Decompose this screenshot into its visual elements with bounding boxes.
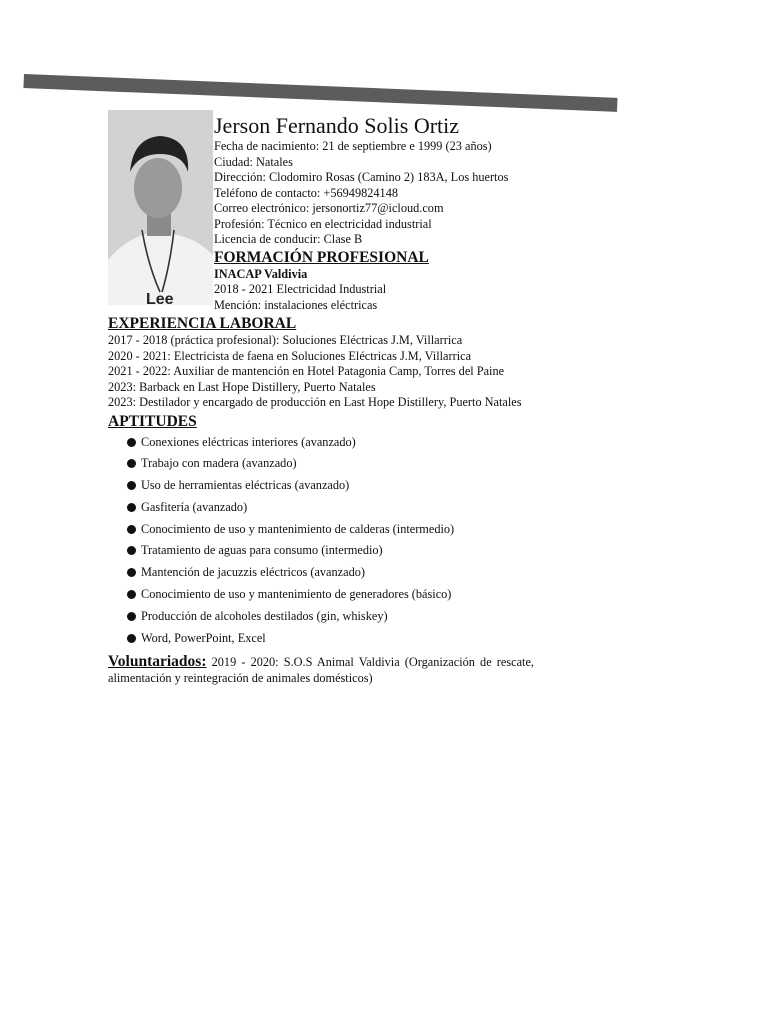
profile-photo [108, 110, 213, 305]
experience-item: 2020 - 2021: Electricista de faena en Soluciones Eléctricas J.M, Villarrica [108, 348, 472, 363]
skill-item [108, 631, 534, 653]
bullet-icon [127, 634, 136, 643]
birth-date: Fecha de nacimiento: 21 de septiembre e 1999 (23 años) [214, 139, 492, 153]
skill-item [108, 478, 534, 500]
experience-heading: EXPERIENCIA LABORAL [108, 315, 297, 332]
profile-photo-illustration [108, 110, 213, 305]
volunteer-text: 2019 - 2020: S.O.S Animal Valdivia (Organización de rescate, alimentación y reintegración de animales domésticos) [108, 655, 534, 686]
skill-item [108, 587, 534, 609]
education-heading: FORMACIÓN PROFESIONAL [214, 248, 429, 266]
email: Correo electrónico: jersonortiz77@icloud.com [214, 201, 444, 215]
skill-label: Tratamiento de aguas para consumo (intermedio) [141, 543, 383, 558]
drivers-license: Licencia de conducir: Clase B [214, 232, 363, 246]
skill-item [108, 609, 534, 631]
skill-item [108, 435, 534, 457]
education-program: 2018 - 2021 Electricidad Industrial [214, 282, 387, 296]
profession: Profesión: Técnico en electricidad industrial [214, 216, 432, 231]
phone: Teléfono de contacto: +56949824148 [214, 185, 398, 200]
svg-text:Lee: Lee [146, 291, 174, 305]
skill-label: Trabajo con madera (avanzado) [141, 456, 297, 471]
education-institution: INACAP Valdivia [214, 266, 308, 281]
address: Dirección: Clodomiro Rosas (Camino 2) 183A, Los huertos [214, 170, 509, 184]
skill-item [108, 565, 534, 587]
experience-item: 2023: Barback en Last Hope Distillery, Puerto Natales [108, 379, 376, 394]
resume-body [108, 314, 534, 686]
volunteer-heading: Voluntariados: [108, 653, 207, 671]
bullet-icon [127, 503, 136, 512]
candidate-name: Jerson Fernando Solis Ortiz [214, 113, 460, 138]
skill-item [108, 500, 534, 522]
bullet-icon [127, 438, 136, 447]
bullet-icon [127, 525, 136, 534]
city: Ciudad: Natales [214, 154, 293, 169]
experience-item: 2017 - 2018 (práctica profesional): Soluciones Eléctricas J.M, Villarrica [108, 333, 463, 347]
skill-label: Mantención de jacuzzis eléctricos (avanzado) [141, 565, 365, 580]
decorative-header-bar [23, 74, 617, 112]
bullet-icon [127, 459, 136, 468]
bullet-icon [127, 481, 136, 490]
skills-list [108, 435, 534, 653]
skill-label: Conexiones eléctricas interiores (avanzado) [141, 434, 356, 449]
bullet-icon [127, 590, 136, 599]
skill-label: Gasfitería (avanzado) [141, 499, 248, 514]
profile-header [214, 112, 544, 313]
education-specialty: Mención: instalaciones eléctricas [214, 297, 378, 312]
skill-label: Producción de alcoholes destilados (gin, whiskey) [141, 608, 388, 623]
skill-label: Uso de herramientas eléctricas (avanzado) [141, 478, 350, 493]
skill-item [108, 522, 534, 544]
experience-item: 2023: Destilador y encargado de producción en Last Hope Distillery, Puerto Natales [108, 395, 522, 409]
volunteer-section [108, 654, 534, 686]
bullet-icon [127, 546, 136, 555]
skill-label: Word, PowerPoint, Excel [141, 630, 266, 645]
experience-item: 2021 - 2022: Auxiliar de mantención en Hotel Patagonia Camp, Torres del Paine [108, 364, 505, 378]
bullet-icon [127, 612, 136, 621]
skill-item [108, 543, 534, 565]
skill-item [108, 456, 534, 478]
bullet-icon [127, 568, 136, 577]
skills-heading: APTITUDES [108, 412, 197, 430]
skill-label: Conocimiento de uso y mantenimiento de generadores (básico) [141, 587, 452, 602]
skill-label: Conocimiento de uso y mantenimiento de calderas (intermedio) [141, 521, 455, 536]
